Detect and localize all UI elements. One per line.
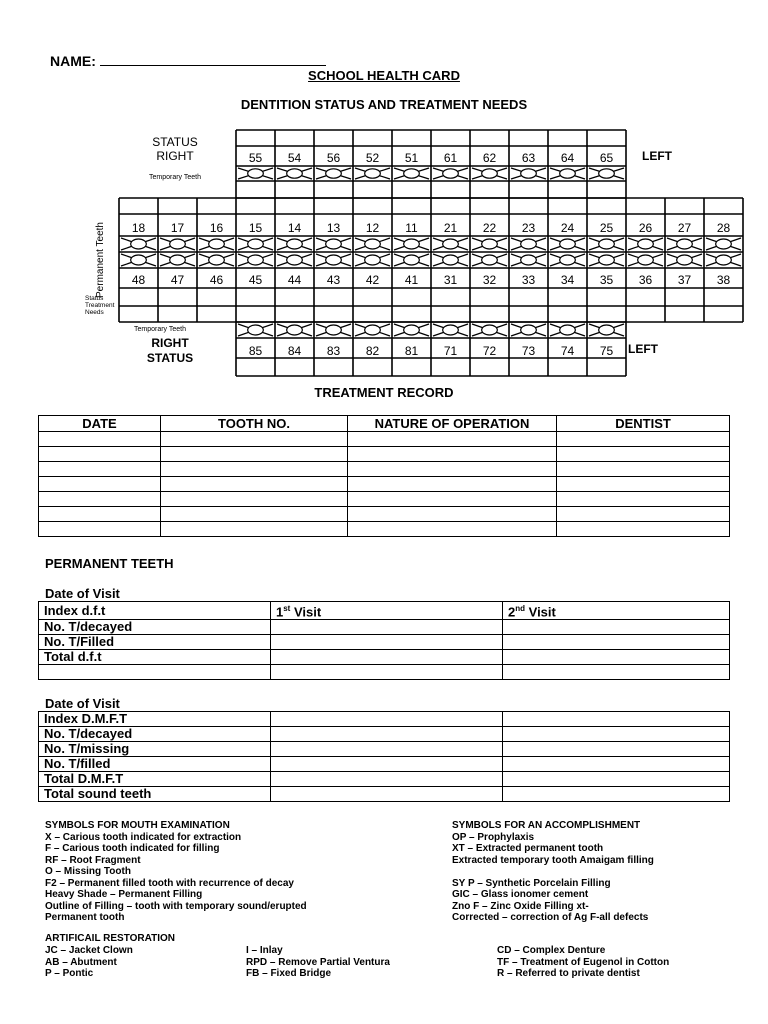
table-row — [39, 602, 730, 620]
lower-permanent-tooth-number: 43 — [326, 273, 341, 287]
restoration-col-3 — [497, 945, 669, 980]
tooth-diagram-circle — [677, 255, 693, 265]
table-row — [39, 650, 730, 665]
tooth-diagram-circle — [365, 239, 381, 249]
legend-item: O – Missing Tooth — [45, 866, 131, 877]
legend-item: CD – Complex Denture — [497, 945, 606, 956]
table-row — [39, 462, 730, 477]
lower-temporary-tooth-number: 81 — [404, 344, 419, 358]
lower-permanent-tooth-number: 36 — [638, 273, 653, 287]
upper-temporary-tooth-number: 64 — [560, 151, 575, 165]
lower-temporary-tooth-number: 83 — [326, 344, 341, 358]
lower-permanent-tooth-number: 35 — [599, 273, 614, 287]
table-row — [39, 477, 730, 492]
table-cell[interactable] — [557, 447, 730, 462]
table-cell[interactable] — [348, 492, 557, 507]
upper-temporary-tooth-number: 51 — [404, 151, 419, 165]
lower-permanent-tooth-number: 32 — [482, 273, 497, 287]
legend-item: JC – Jacket Clown — [45, 945, 133, 956]
table-cell[interactable] — [39, 462, 161, 477]
tooth-diagram-circle — [404, 239, 420, 249]
table-cell[interactable] — [557, 477, 730, 492]
table-row — [39, 757, 730, 772]
tooth-diagram-circle — [443, 169, 459, 178]
tooth-diagram-circle — [716, 239, 732, 249]
accomplishment-legend — [452, 820, 654, 924]
tooth-diagram-circle — [170, 239, 186, 249]
tooth-diagram-circle — [482, 169, 498, 178]
dft-row-label: No. T/decayed — [39, 620, 271, 635]
table-cell[interactable] — [348, 462, 557, 477]
dmft-row-label: No. T/missing — [39, 742, 271, 757]
lower-temporary-tooth-number: 85 — [248, 344, 263, 358]
cell[interactable] — [503, 665, 730, 680]
lower-permanent-tooth-number: 47 — [170, 273, 185, 287]
name-blank[interactable] — [100, 53, 326, 66]
tooth-diagram-circle — [599, 325, 615, 335]
legend-item: RF – Root Fragment — [45, 854, 141, 866]
lower-temporary-tooth-number: 82 — [365, 344, 380, 358]
chart-title: DENTITION STATUS AND TREATMENT NEEDS — [240, 97, 528, 112]
table-cell[interactable] — [348, 432, 557, 447]
lower-permanent-tooth-number: 45 — [248, 273, 263, 287]
cell[interactable] — [271, 787, 503, 802]
tooth-diagram-circle — [443, 255, 459, 265]
lower-permanent-tooth-number: 42 — [365, 273, 380, 287]
upper-permanent-tooth-number: 28 — [716, 221, 731, 235]
dft-index-header: Index d.f.t — [39, 602, 271, 620]
tooth-diagram-circle — [248, 255, 264, 265]
tooth-diagram-circle — [521, 239, 537, 249]
table-row — [39, 727, 730, 742]
treatment-record-table — [38, 415, 730, 537]
tooth-diagram-circle — [599, 239, 615, 249]
cell[interactable] — [271, 635, 503, 650]
tooth-diagram-circle — [638, 255, 654, 265]
legend-spacer — [452, 866, 654, 878]
lower-permanent-tooth-number: 31 — [443, 273, 458, 287]
table-cell[interactable] — [557, 507, 730, 522]
first-visit-num: 1 — [276, 604, 284, 620]
tooth-diagram-circle — [560, 325, 576, 335]
column-header-date: DATE — [39, 416, 161, 432]
lower-permanent-tooth-number: 46 — [209, 273, 224, 287]
upper-permanent-tooth-number: 26 — [638, 221, 653, 235]
lower-temporary-tooth-number: 73 — [521, 344, 536, 358]
legend-item: GIC – Glass ionomer cement — [452, 889, 589, 900]
status-treatment-label: Status — [85, 295, 104, 302]
first-visit-suffix: Visit — [290, 604, 322, 620]
table-row — [39, 507, 730, 522]
legend-item: Zno F – Zinc Oxide Filling xt- — [452, 900, 589, 912]
table-cell[interactable] — [348, 477, 557, 492]
cell[interactable] — [271, 712, 503, 727]
cell[interactable] — [271, 772, 503, 787]
table-row — [39, 787, 730, 802]
legend-item: AB – Abutment — [45, 956, 117, 968]
restoration-title: ARTIFICAIL RESTORATION — [45, 933, 175, 944]
tooth-diagram-circle — [599, 169, 615, 178]
upper-permanent-tooth-number: 22 — [482, 221, 497, 235]
cell[interactable] — [39, 665, 271, 680]
table-row — [39, 620, 730, 635]
tooth-diagram-circle — [482, 255, 498, 265]
dmft-row-label: Total sound teeth — [39, 787, 271, 802]
date-of-visit-label-1: Date of Visit — [45, 586, 120, 601]
tooth-diagram-circle — [131, 239, 147, 249]
temporary-teeth-label-bottom: Temporary Teeth — [133, 326, 187, 333]
upper-permanent-tooth-number: 16 — [209, 221, 224, 235]
permanent-teeth-label: Permanent Teeth — [95, 222, 106, 298]
table-cell[interactable] — [557, 432, 730, 447]
table-cell[interactable] — [161, 447, 348, 462]
tooth-diagram-circle — [443, 325, 459, 335]
left-label: LEFT — [642, 149, 672, 163]
tooth-diagram-circle — [326, 169, 342, 178]
table-cell[interactable] — [39, 522, 161, 537]
upper-permanent-tooth-number: 18 — [131, 221, 146, 235]
tooth-diagram-circle — [209, 239, 225, 249]
tooth-diagram-circle — [404, 325, 420, 335]
legend-item: Heavy Shade – Permanent Filling — [45, 889, 203, 900]
upper-permanent-tooth-number: 14 — [287, 221, 302, 235]
table-cell[interactable] — [348, 522, 557, 537]
lower-permanent-tooth-number: 38 — [716, 273, 731, 287]
legend-item: R – Referred to private dentist — [497, 968, 640, 979]
dmft-row-label: Total D.M.F.T — [39, 772, 271, 787]
lower-temporary-tooth-number: 84 — [287, 344, 302, 358]
table-cell[interactable] — [161, 432, 348, 447]
dft-index-table — [38, 601, 730, 680]
cell[interactable] — [503, 620, 730, 635]
treatment-record-title: TREATMENT RECORD — [314, 385, 454, 400]
table-cell[interactable] — [161, 522, 348, 537]
upper-temporary-tooth-number: 61 — [443, 151, 458, 165]
upper-temporary-tooth-number: 54 — [287, 151, 302, 165]
table-cell[interactable] — [557, 522, 730, 537]
tooth-diagram-circle — [287, 169, 303, 178]
cell[interactable] — [271, 650, 503, 665]
lower-temporary-tooth-number: 72 — [482, 344, 497, 358]
legend-item: X – Carious tooth indicated for extraction — [45, 831, 242, 843]
temporary-teeth-label: Temporary Teeth — [148, 174, 202, 181]
tooth-diagram-circle — [287, 255, 303, 265]
table-row — [39, 772, 730, 787]
upper-permanent-tooth-number: 27 — [677, 221, 692, 235]
legend-item: Extracted temporary tooth Amaigam filling — [452, 854, 654, 866]
upper-temporary-tooth-number: 55 — [248, 151, 263, 165]
lower-temporary-tooth-number: 71 — [443, 344, 458, 358]
dmft-row-label: No. T/decayed — [39, 727, 271, 742]
dmft-index-header: Index D.M.F.T — [39, 712, 271, 727]
tooth-diagram-circle — [677, 239, 693, 249]
legend-item: OP – Prophylaxis — [452, 831, 535, 843]
cell[interactable] — [503, 757, 730, 772]
cell[interactable] — [271, 727, 503, 742]
cell[interactable] — [503, 787, 730, 802]
right-label: RIGHT — [156, 149, 194, 163]
table-cell[interactable] — [161, 477, 348, 492]
accomplishment-title: SYMBOLS FOR AN ACCOMPLISHMENT — [452, 820, 641, 831]
dentition-chart — [85, 128, 735, 383]
legend-item: F – Carious tooth indicated for filling — [45, 843, 220, 854]
upper-permanent-tooth-number: 23 — [521, 221, 536, 235]
table-header-row — [39, 416, 730, 432]
tooth-diagram-circle — [209, 255, 225, 265]
dft-row-label: Total d.f.t — [39, 650, 271, 665]
name-label: NAME: — [50, 53, 96, 69]
table-row — [39, 522, 730, 537]
tooth-diagram-circle — [482, 239, 498, 249]
upper-permanent-tooth-number: 13 — [326, 221, 341, 235]
table-cell[interactable] — [39, 507, 161, 522]
upper-temporary-tooth-number: 63 — [521, 151, 536, 165]
tooth-diagram-circle — [716, 255, 732, 265]
tooth-diagram-circle — [521, 169, 537, 178]
legend-item: Permanent tooth — [45, 912, 125, 923]
tooth-diagram-circle — [326, 239, 342, 249]
mouth-exam-legend — [45, 820, 307, 924]
table-cell[interactable] — [161, 507, 348, 522]
tooth-diagram-circle — [521, 325, 537, 335]
upper-permanent-tooth-number: 12 — [365, 221, 380, 235]
upper-permanent-tooth-number: 24 — [560, 221, 575, 235]
upper-temporary-tooth-number: 52 — [365, 151, 380, 165]
column-header-nature-of-operation: NATURE OF OPERATION — [348, 416, 557, 432]
column-header-dentist: DENTIST — [557, 416, 730, 432]
tooth-diagram-circle — [326, 255, 342, 265]
tooth-diagram-circle — [248, 325, 264, 335]
upper-permanent-tooth-number: 15 — [248, 221, 263, 235]
dft-row-label: No. T/Filled — [39, 635, 271, 650]
tooth-diagram-circle — [131, 255, 147, 265]
cell[interactable] — [271, 665, 503, 680]
table-cell[interactable] — [557, 462, 730, 477]
legend-item: FB – Fixed Bridge — [246, 968, 332, 979]
cell[interactable] — [503, 712, 730, 727]
mouth-exam-title: SYMBOLS FOR MOUTH EXAMINATION — [45, 820, 230, 831]
cell[interactable] — [503, 650, 730, 665]
upper-temporary-tooth-number: 56 — [326, 151, 341, 165]
legend-item: Outline of Filling – tooth with temporary sound/erupted — [45, 900, 307, 912]
upper-permanent-tooth-number: 21 — [443, 221, 458, 235]
table-cell[interactable] — [557, 492, 730, 507]
bottom-left-label: LEFT — [628, 342, 658, 356]
lower-temporary-tooth-number: 75 — [599, 344, 614, 358]
table-cell[interactable] — [39, 477, 161, 492]
tooth-diagram-circle — [560, 169, 576, 178]
name-field — [50, 53, 326, 69]
dmft-row-label: No. T/filled — [39, 757, 271, 772]
table-row — [39, 712, 730, 727]
tooth-diagram-circle — [638, 239, 654, 249]
tooth-diagram-circle — [170, 255, 186, 265]
lower-permanent-tooth-number: 44 — [287, 273, 302, 287]
legend-item: SY P – Synthetic Porcelain Filling — [452, 877, 611, 889]
second-visit-sup: nd — [515, 604, 526, 613]
tooth-diagram-circle — [365, 169, 381, 178]
upper-temporary-tooth-number: 62 — [482, 151, 497, 165]
second-visit-header — [503, 602, 730, 620]
legend-item: F2 – Permanent filled tooth with recurrence of decay — [45, 877, 294, 889]
cell[interactable] — [271, 742, 503, 757]
second-visit-num: 2 — [508, 604, 516, 620]
permanent-teeth-title: PERMANENT TEETH — [45, 556, 174, 571]
table-cell[interactable] — [161, 492, 348, 507]
tooth-diagram-circle — [404, 169, 420, 178]
tooth-diagram-circle — [248, 169, 264, 178]
bottom-status-label: STATUS — [146, 351, 194, 365]
table-cell[interactable] — [39, 492, 161, 507]
legend-item: P – Pontic — [45, 968, 94, 979]
tooth-diagram-circle — [560, 255, 576, 265]
cell[interactable] — [503, 772, 730, 787]
tooth-diagram-circle — [287, 239, 303, 249]
lower-permanent-tooth-number: 41 — [404, 273, 419, 287]
table-row — [39, 665, 730, 680]
lower-permanent-tooth-number: 37 — [677, 273, 692, 287]
table-row — [39, 432, 730, 447]
cell[interactable] — [271, 620, 503, 635]
table-cell[interactable] — [39, 432, 161, 447]
table-cell[interactable] — [348, 507, 557, 522]
cell[interactable] — [271, 757, 503, 772]
status-label: STATUS — [152, 135, 198, 149]
legend-item: RPD – Remove Partial Ventura — [246, 956, 390, 968]
table-row — [39, 492, 730, 507]
cell[interactable] — [503, 742, 730, 757]
table-row — [39, 447, 730, 462]
tooth-diagram-circle — [443, 239, 459, 249]
tooth-diagram-circle — [560, 239, 576, 249]
legend-item: Corrected – correction of Ag F-all defects — [452, 912, 649, 923]
tooth-diagram-circle — [404, 255, 420, 265]
status-treatment-label: Needs — [85, 309, 104, 316]
first-visit-sup: st — [283, 604, 291, 613]
table-cell[interactable] — [161, 462, 348, 477]
tooth-diagram-circle — [287, 325, 303, 335]
dmft-index-table — [38, 711, 730, 802]
restoration-col-2 — [246, 945, 390, 980]
lower-permanent-tooth-number: 33 — [521, 273, 536, 287]
table-row — [39, 742, 730, 757]
table-row — [39, 635, 730, 650]
date-of-visit-label-2: Date of Visit — [45, 696, 120, 711]
cell[interactable] — [503, 635, 730, 650]
legend-item: I – Inlay — [246, 945, 283, 956]
table-cell[interactable] — [39, 447, 161, 462]
tooth-diagram-circle — [599, 255, 615, 265]
second-visit-suffix: Visit — [525, 604, 556, 620]
upper-permanent-tooth-number: 25 — [599, 221, 614, 235]
table-cell[interactable] — [348, 447, 557, 462]
bottom-right-label: RIGHT — [151, 336, 189, 350]
tooth-diagram-circle — [365, 255, 381, 265]
tooth-diagram-circle — [248, 239, 264, 249]
lower-temporary-tooth-number: 74 — [560, 344, 575, 358]
upper-temporary-tooth-number: 65 — [599, 151, 614, 165]
column-header-tooth-no: TOOTH NO. — [161, 416, 348, 432]
legend-item: TF – Treatment of Eugenol in Cotton — [497, 956, 670, 968]
upper-permanent-tooth-number: 17 — [170, 221, 185, 235]
tooth-diagram-circle — [365, 325, 381, 335]
status-treatment-label: Treatment — [85, 302, 115, 309]
tooth-diagram-circle — [482, 325, 498, 335]
lower-permanent-tooth-number: 34 — [560, 273, 575, 287]
cell[interactable] — [503, 727, 730, 742]
card-title: SCHOOL HEALTH CARD — [308, 68, 460, 83]
first-visit-header — [271, 602, 503, 620]
tooth-diagram-circle — [521, 255, 537, 265]
lower-permanent-tooth-number: 48 — [131, 273, 146, 287]
legend-item: XT – Extracted permanent tooth — [452, 843, 604, 854]
upper-permanent-tooth-number: 11 — [405, 221, 418, 235]
restoration-col-1 — [45, 945, 133, 980]
tooth-diagram-circle — [326, 325, 342, 335]
